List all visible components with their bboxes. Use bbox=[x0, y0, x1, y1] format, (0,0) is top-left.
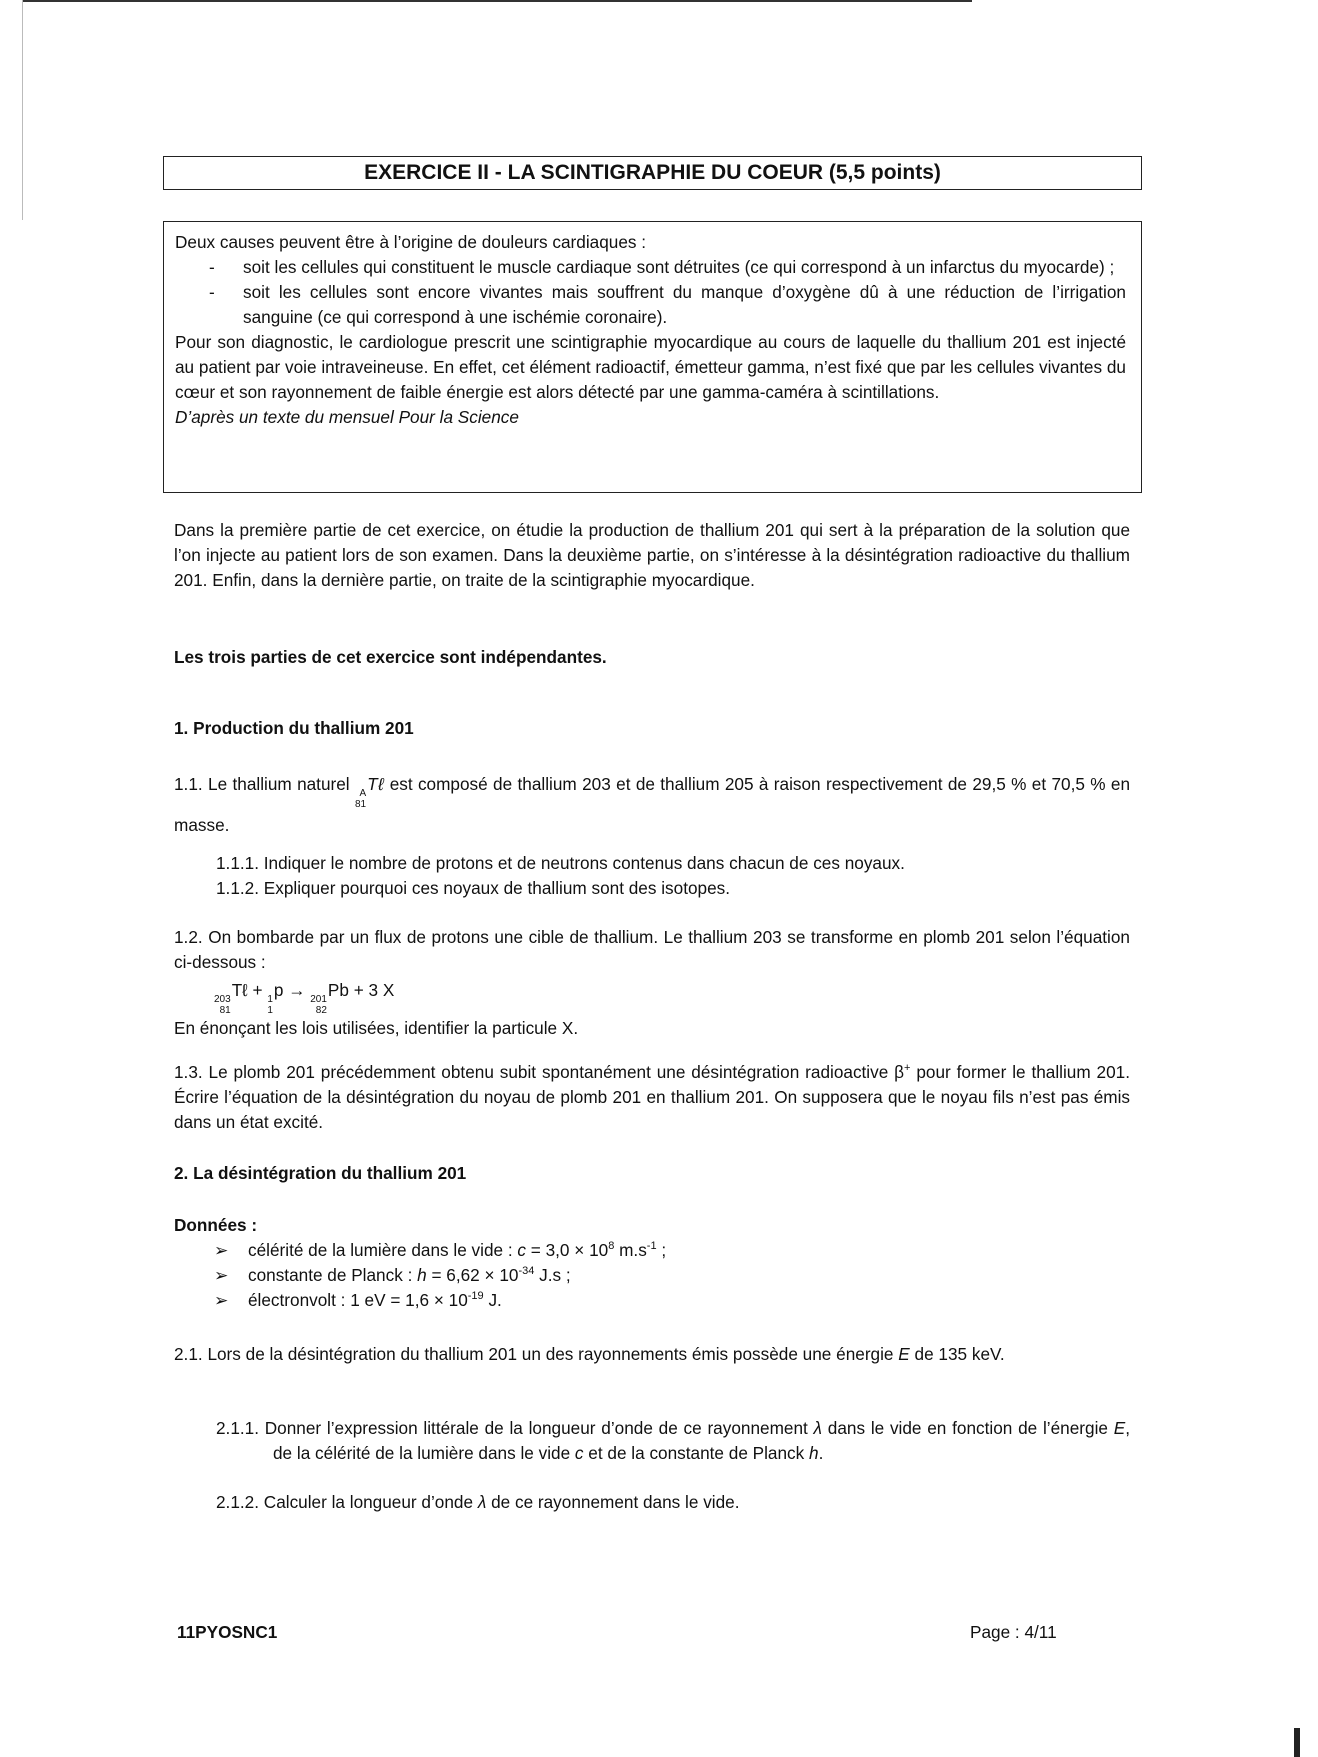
question-1-1 bbox=[174, 769, 1130, 840]
scan-edge-corner bbox=[1294, 1728, 1300, 1757]
q21-var: E bbox=[898, 1344, 910, 1364]
beta-plus-sup: + bbox=[904, 1062, 911, 1074]
data-exp: -1 bbox=[646, 1240, 657, 1252]
eq-b-numbers bbox=[267, 994, 273, 1016]
q211-text: , de la célérité de la lumière dans le vide bbox=[273, 1418, 1130, 1463]
data-text: m.s bbox=[614, 1240, 647, 1260]
intro-source: D’après un texte du mensuel Pour la Science bbox=[175, 407, 519, 427]
question-2-1-1 bbox=[174, 1416, 1130, 1466]
eq-b-z: 1 bbox=[267, 1005, 273, 1016]
q111-text: 1.1.1. Indiquer le nombre de protons et de neutrons contenus dans chacun de ces noyaux. bbox=[216, 853, 905, 873]
scan-edge-top bbox=[22, 0, 972, 2]
question-2-1 bbox=[174, 1342, 1130, 1367]
q11-after: est composé de thallium 203 et de thallium 205 à raison respectivement de 29,5 % et 70,5 % en masse. bbox=[174, 774, 1131, 835]
intro-paragraph: Pour son diagnostic, le cardiologue prescrit une scintigraphie myocardique au cours de laquelle du thallium 201 est injecté au patient par voie intraveineuse. En effet, cet élément radioactif, émetteur gamma, n’est fixé que par les cellules vivantes du cœur et son rayonnement de faible énergie est alors détecté par une gamma-caméra à scintillations. bbox=[175, 332, 1126, 402]
q211-text: et de la constante de Planck bbox=[588, 1443, 805, 1463]
data-text: célérité de la lumière dans le vide : bbox=[248, 1240, 518, 1260]
part2-heading-text: 2. La désintégration du thallium 201 bbox=[174, 1163, 467, 1183]
q211-text: . bbox=[818, 1443, 824, 1463]
data-text: J.s ; bbox=[534, 1265, 571, 1285]
data-list bbox=[174, 1238, 1130, 1313]
data-exp: -34 bbox=[518, 1265, 535, 1277]
eq-a-mass: 203 bbox=[214, 994, 231, 1005]
independent-note bbox=[174, 645, 1130, 670]
intro-bullet-2 bbox=[175, 280, 1126, 330]
planck-symbol: h bbox=[809, 1443, 819, 1463]
exercise-title: EXERCICE II - LA SCINTIGRAPHIE DU COEUR (5,5 points) bbox=[163, 156, 1142, 190]
eq-c-z: 82 bbox=[315, 1005, 327, 1016]
data-exp: -19 bbox=[467, 1290, 484, 1302]
data-exp: 8 bbox=[608, 1240, 615, 1252]
celerity-symbol: c bbox=[574, 1443, 584, 1463]
footer-page-number: Page : 4/11 bbox=[970, 1622, 1057, 1642]
q21-b: de 135 keV. bbox=[914, 1344, 1005, 1364]
lambda-symbol: λ bbox=[813, 1418, 823, 1438]
part1-heading bbox=[174, 716, 1130, 741]
footer-code: 11PYOSNC1 bbox=[177, 1622, 278, 1642]
intro-box bbox=[163, 221, 1142, 493]
eq-b-symbol: p bbox=[273, 980, 284, 1000]
lambda-symbol: λ bbox=[477, 1492, 487, 1512]
data-text: constante de Planck : bbox=[248, 1265, 418, 1285]
data-text: = 3,0 × 10 bbox=[526, 1240, 609, 1260]
data-item-speed-of-light bbox=[174, 1238, 1130, 1263]
data-text: électronvolt : 1 eV = 1,6 × 10 bbox=[248, 1290, 468, 1310]
energy-symbol: E bbox=[1113, 1418, 1126, 1438]
intro-lead: Deux causes peuvent être à l’origine de douleurs cardiaques : bbox=[175, 232, 647, 252]
arrow-bullet-icon: ➢ bbox=[214, 1290, 229, 1310]
eq-c-symbol: Pb bbox=[327, 980, 349, 1000]
q112-text: 1.1.2. Expliquer pourquoi ces noyaux de thallium sont des isotopes. bbox=[216, 878, 731, 898]
presentation-block bbox=[174, 518, 1130, 593]
q211-text: dans le vide en fonction de l’énergie bbox=[827, 1418, 1108, 1438]
eq-arrow: → bbox=[288, 980, 306, 1000]
bullet-dash: - bbox=[209, 257, 215, 277]
data-item-electronvolt bbox=[174, 1288, 1130, 1313]
eq-c-numbers bbox=[310, 994, 327, 1016]
nuclear-equation bbox=[174, 975, 1130, 1016]
q12-text: 1.2. On bombarde par un flux de protons une cible de thallium. Le thallium 203 se transforme en plomb 201 selon l’équation ci-dessous : bbox=[174, 927, 1130, 972]
data-text: ; bbox=[656, 1240, 667, 1260]
iso-mass: A bbox=[359, 788, 367, 799]
eq-b-mass: 1 bbox=[267, 994, 273, 1005]
arrow-bullet-icon: ➢ bbox=[214, 1265, 229, 1285]
q13-a: 1.3. Le plomb 201 précédemment obtenu subit spontanément une désintégration radioactive β bbox=[174, 1062, 905, 1082]
eq-c-mass: 201 bbox=[310, 994, 327, 1005]
question-1-2 bbox=[174, 925, 1130, 1041]
data-text: J. bbox=[483, 1290, 502, 1310]
scan-edge-left bbox=[22, 0, 23, 220]
presentation-text: Dans la première partie de cet exercice, on étudie la production de thallium 201 qui sert à la préparation de la solution que l’on injecte au patient lors de son examen. Dans la deuxième partie, on s’intéresse à la désintégration radioactive du thallium 201. Enfin, dans la dernière partie, on traite de la scintigraphie myocardique. bbox=[174, 520, 1130, 590]
q11-before: 1.1. Le thallium naturel bbox=[174, 774, 350, 794]
eq-tail: + 3 X bbox=[353, 980, 395, 1000]
q12-end: En énonçant les lois utilisées, identifier la particule X. bbox=[174, 1018, 579, 1038]
independent-note-text: Les trois parties de cet exercice sont indépendantes. bbox=[174, 647, 607, 667]
eq-plus: + bbox=[252, 980, 263, 1000]
eq-a-symbol: Tℓ bbox=[231, 980, 248, 1000]
arrow-bullet-icon: ➢ bbox=[214, 1240, 229, 1260]
q13-b: pour former le thallium 201. Écrire l’équation de la désintégration du noyau de plomb 201 en thallium 201. On supposera que le noyau fils n’est pas émis dans un état excité. bbox=[174, 1062, 1131, 1132]
iso-symbol: Tℓ bbox=[367, 774, 385, 794]
bullet-text: soit les cellules qui constituent le muscle cardiaque sont détruites (ce qui correspond à un infarctus du myocarde) ; bbox=[243, 257, 1115, 277]
data-item-planck bbox=[174, 1263, 1130, 1288]
eq-a-z: 81 bbox=[219, 1005, 231, 1016]
data-var: h bbox=[417, 1265, 427, 1285]
thallium-isotope-notation bbox=[355, 788, 366, 810]
q211-text: 2.1.1. Donner l’expression littérale de la longueur d’onde de ce rayonnement bbox=[216, 1418, 808, 1438]
part1-heading-text: 1. Production du thallium 201 bbox=[174, 718, 414, 738]
q212-text: 2.1.2. Calculer la longueur d’onde bbox=[216, 1492, 474, 1512]
data-section bbox=[174, 1213, 1130, 1313]
question-1-3 bbox=[174, 1060, 1130, 1135]
iso-z: 81 bbox=[354, 799, 367, 810]
data-label: Données : bbox=[174, 1215, 258, 1235]
data-text: = 6,62 × 10 bbox=[426, 1265, 519, 1285]
q212-text: de ce rayonnement dans le vide. bbox=[491, 1492, 740, 1512]
intro-bullet-1 bbox=[175, 255, 1126, 280]
eq-a-numbers bbox=[214, 994, 231, 1016]
question-2-1-2 bbox=[174, 1490, 1130, 1515]
question-1-1-1 bbox=[174, 851, 1130, 901]
part2-heading bbox=[174, 1161, 1130, 1186]
bullet-dash: - bbox=[209, 282, 215, 302]
q21-a: 2.1. Lors de la désintégration du thallium 201 un des rayonnements émis possède une énergie bbox=[174, 1344, 894, 1364]
bullet-text: soit les cellules sont encore vivantes mais souffrent du manque d’oxygène dû à une réduction de l’irrigation sanguine (ce qui correspond à une ischémie coronaire). bbox=[243, 282, 1126, 327]
data-var: c bbox=[517, 1240, 527, 1260]
